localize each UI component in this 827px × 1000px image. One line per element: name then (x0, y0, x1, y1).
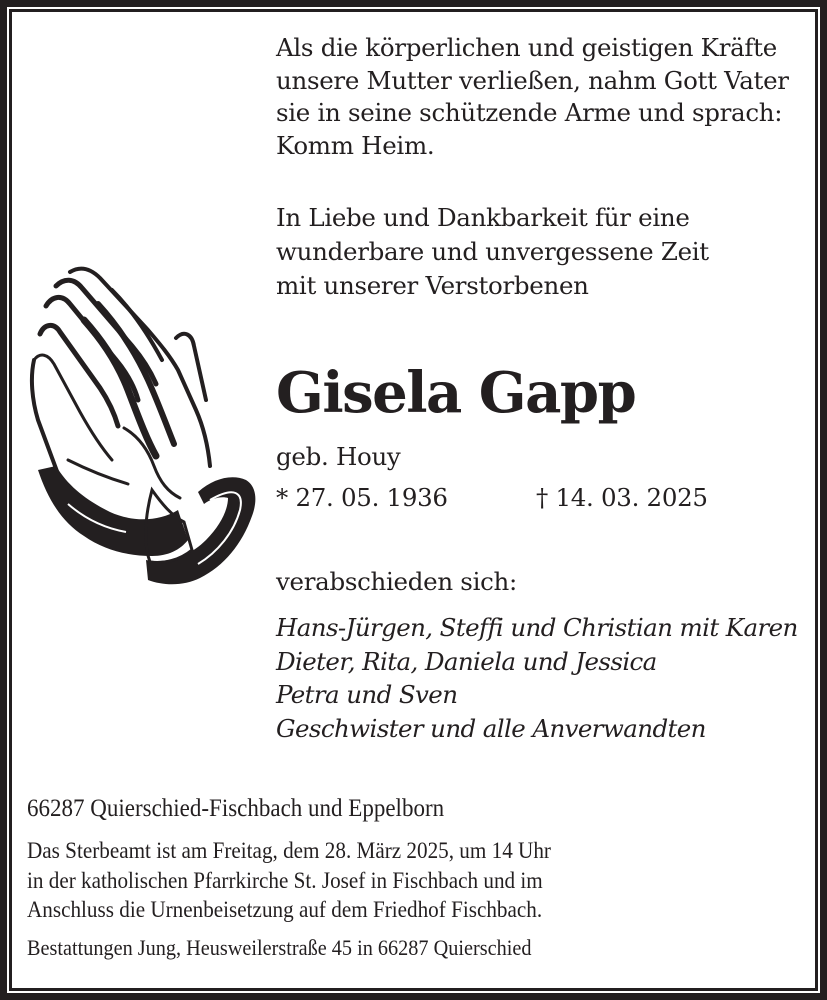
service-line: Anschluss die Urnenbeisetzung auf dem Friedhof Fischbach. (27, 897, 543, 923)
service-info (27, 837, 551, 926)
birth-date: * 27. 05. 1936 (276, 483, 448, 512)
mourner-line: Dieter, Rita, Daniela und Jessica (276, 646, 657, 676)
dedication-line: In Liebe und Dankbarkeit für eine (276, 203, 690, 232)
intro-line: Komm Heim. (276, 130, 435, 160)
intro-line: unsere Mutter verließen, nahm Gott Vater (276, 65, 789, 95)
dedication (276, 201, 709, 303)
intro-line: sie in seine schützende Arme und sprach: (276, 98, 783, 127)
death-date: † 14. 03. 2025 (536, 483, 708, 512)
deceased-name: Gisela Gapp (276, 360, 636, 426)
farewell-lead: verabschieden sich: (276, 567, 517, 596)
dedication-line: mit unserer Verstorbenen (276, 271, 589, 300)
dedication-line: wunderbare und unvergessene Zeit (276, 237, 709, 266)
mourner-line: Hans-Jürgen, Steffi und Christian mit Karen (276, 613, 798, 642)
mourner-line: Petra und Sven (276, 680, 458, 709)
mourner-line: Geschwister und alle Anverwandten (276, 713, 706, 743)
service-line: in der katholischen Pfarrkirche St. Josef in Fischbach und im (27, 867, 543, 894)
intro-line: Als die körperlichen und geistigen Kräfte (276, 33, 777, 62)
praying-hands-icon (28, 260, 258, 590)
undertaker-info: Bestattungen Jung, Heusweilerstraße 45 in 66287 Quierschied (27, 935, 532, 960)
mourners-list (276, 611, 798, 745)
service-line: Das Sterbeamt ist am Freitag, dem 28. März 2025, um 14 Uhr (27, 838, 551, 864)
maiden-name: geb. Houy (276, 442, 401, 471)
intro-verse (276, 32, 789, 162)
location: 66287 Quierschied-Fischbach und Eppelborn (27, 795, 445, 822)
